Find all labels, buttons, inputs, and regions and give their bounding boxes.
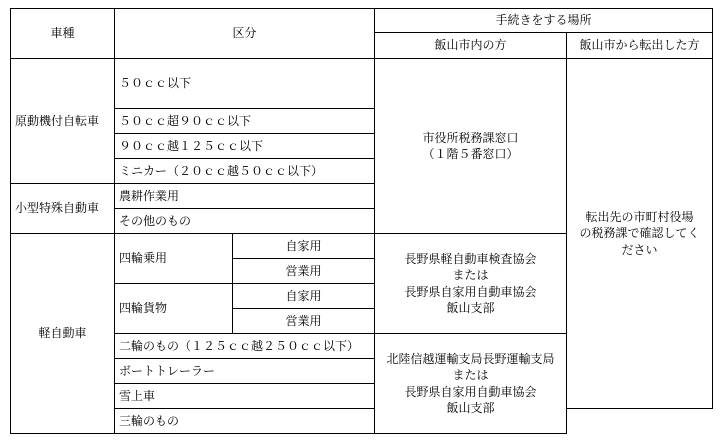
category-other: その他のもの: [115, 209, 375, 234]
category-snowmobile: 雪上車: [115, 384, 375, 409]
tax-procedure-table-wrapper: [10, 8, 713, 434]
use-commercial-cargo: 営業用: [233, 309, 375, 334]
category-four-passenger: 四輪乗用: [115, 234, 233, 284]
use-commercial-passenger: 営業用: [233, 259, 375, 284]
header-residents: 飯山市内の方: [375, 33, 567, 59]
header-vehicle-type: 車種: [11, 9, 115, 59]
category-two-wheel: 二輪のもの（１２５ｃｃ越２５０ｃｃ以下）: [115, 334, 375, 359]
use-private-passenger: 自家用: [233, 234, 375, 259]
category-minicar: ミニカー（２０ｃｃ越５０ｃｃ以下）: [115, 159, 375, 184]
group-moped: 原動機付自転車: [11, 59, 115, 184]
group-light-vehicle: 軽自動車: [11, 234, 115, 434]
place-hokuriku: 北陸信越運輸支局長野運輸支局 または 長野県自家用自動車協会 飯山支部: [375, 334, 567, 434]
group-small-special: 小型特殊自動車: [11, 184, 115, 234]
place-city-office: 市役所税務課窓口 （１階５番窓口）: [375, 59, 567, 234]
category-three-wheel: 三輪のもの: [115, 409, 375, 434]
header-procedure-place: 手続きをする場所: [375, 9, 713, 33]
category-90-125: ９０ｃｃ越１２５ｃｃ以下: [115, 134, 375, 159]
category-under50: ５０ｃｃ以下: [115, 59, 375, 109]
category-four-cargo: 四輪貨物: [115, 284, 233, 334]
place-nagano-light: 長野県軽自動車検査協会 または 長野県自家用自動車協会 飯山支部: [375, 234, 567, 334]
category-farm: 農耕作業用: [115, 184, 375, 209]
category-boat-trailer: ボートトレーラー: [115, 359, 375, 384]
place-moved-out-note: 転出先の市町村役場 の税務課で確認してく ださい: [567, 59, 713, 409]
tax-procedure-table: [10, 8, 713, 434]
header-category: 区分: [115, 9, 375, 59]
header-moved-out: 飯山市から転出した方: [567, 33, 713, 59]
use-private-cargo: 自家用: [233, 284, 375, 309]
category-50-90: ５０ｃｃ超９０ｃｃ以下: [115, 109, 375, 134]
